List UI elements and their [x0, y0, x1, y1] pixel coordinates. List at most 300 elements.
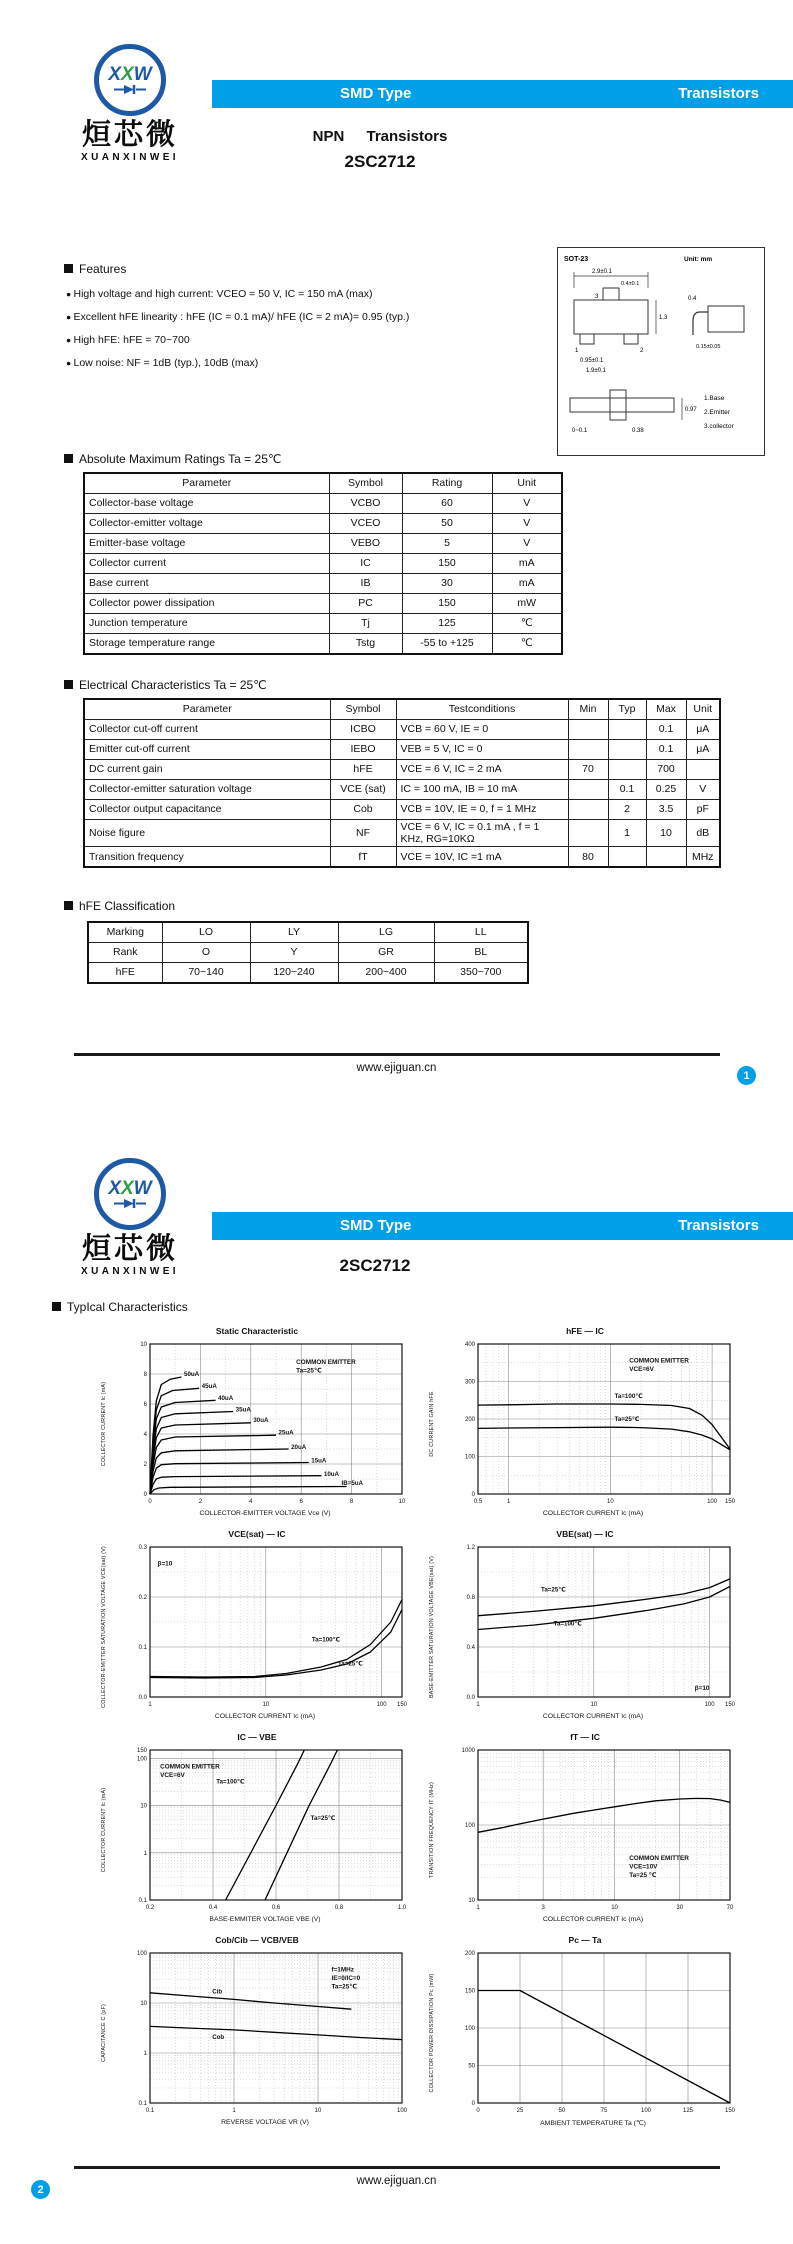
svg-text:200: 200 [464, 1951, 475, 1957]
column-header: Rating [402, 473, 492, 494]
svg-text:0.5: 0.5 [473, 1499, 483, 1505]
dim-lead: 0.4 [688, 296, 697, 302]
table-cell: 0.1 [608, 780, 646, 800]
table-cell: ℃ [492, 634, 562, 655]
pin-1: 1 [575, 348, 579, 354]
table-cell: hFE [88, 963, 162, 984]
chart-canvas [440, 1947, 746, 2119]
dim-standoff: 0~0.1 [572, 428, 588, 434]
chart-canvas [440, 1541, 746, 1713]
chart-y-axis-label-text: BASE-EMITTER SATURATION VOLTAGE VBE(sat) (V) [429, 1556, 435, 1698]
pin-legend-collector: 3.collector [704, 423, 734, 430]
table-cell [608, 740, 646, 760]
svg-text:4: 4 [249, 1499, 253, 1505]
svg-text:1.0: 1.0 [397, 1905, 407, 1911]
table-cell [608, 760, 646, 780]
package-type: SOT-23 [564, 256, 589, 263]
banner-transistors: Transistors [678, 1217, 759, 1234]
banner-page2 [212, 1212, 793, 1240]
column-header: Typ [608, 699, 646, 720]
table-cell: Storage temperature range [84, 634, 329, 655]
banner-smd-type: SMD Type [340, 1217, 412, 1234]
table-cell [568, 740, 608, 760]
table-cell: Collector current [84, 554, 329, 574]
table-cell: O [162, 943, 250, 963]
chart-title: Pc — Ta [568, 1935, 602, 1945]
chart-y-axis-label-text: TRANSITION FREQUENCY fT (MHz) [429, 1781, 435, 1879]
device-heading [190, 128, 570, 172]
table-cell: Tstg [329, 634, 402, 655]
table-row [84, 514, 562, 534]
table-cell: Collector-emitter saturation voltage [84, 780, 330, 800]
features-title [64, 262, 126, 276]
table-cell: VCE = 10V, IC =1 mA [396, 847, 568, 868]
dim-body-height: 1.3 [659, 315, 668, 321]
svg-text:0.1: 0.1 [145, 2108, 155, 2114]
table-cell: Collector cut-off current [84, 720, 330, 740]
hfe-title [64, 899, 175, 913]
banner-page1 [212, 80, 793, 108]
table-cell: Emitter cut-off current [84, 740, 330, 760]
series-Ta=25C [265, 1750, 337, 1900]
svg-text:0.8: 0.8 [334, 1905, 344, 1911]
svg-text:0.2: 0.2 [138, 1595, 147, 1601]
chart-body [96, 1338, 418, 1510]
svg-text:45uA: 45uA [201, 1383, 217, 1390]
table-row [84, 554, 562, 574]
footer-url: www.ejiguan.cn [356, 2175, 437, 2187]
svg-text:0.0: 0.0 [138, 1695, 147, 1701]
logo-circle-icon [94, 1158, 166, 1230]
table-cell: PC [329, 594, 402, 614]
chart-title: VBE(sat) — IC [556, 1529, 614, 1539]
table-row [84, 634, 562, 655]
table-cell: 30 [402, 574, 492, 594]
svg-text:100: 100 [707, 1499, 718, 1505]
series-Ta=100C [226, 1750, 305, 1900]
svg-text:0: 0 [143, 1492, 147, 1498]
chart-body [424, 1744, 746, 1916]
chart-canvas [112, 1947, 418, 2119]
table-cell: 0.1 [646, 720, 686, 740]
feature-item: ● High voltage and high current: VCEO = 50 V, IC = 150 mA (max) [66, 283, 409, 306]
chart-canvas [112, 1744, 418, 1916]
svg-text:Ta=25 ℃: Ta=25 ℃ [629, 1872, 657, 1879]
chart-y-axis-label [424, 1338, 440, 1510]
chart-x-axis-label: BASE-EMMITER VOLTAGE VBE (V) [209, 1916, 321, 1923]
column-header: Testconditions [396, 699, 568, 720]
logo-letter: X [121, 63, 134, 85]
chart-vbesat-ic [424, 1529, 746, 1720]
svg-text:IB=5uA: IB=5uA [341, 1479, 364, 1487]
hfe-classification-table [87, 921, 529, 984]
svg-text:COMMON EMITTER: COMMON EMITTER [296, 1359, 356, 1366]
svg-text:100: 100 [640, 2108, 652, 2114]
svg-text:50: 50 [558, 2108, 566, 2114]
features-list [66, 283, 409, 375]
table-cell: Marking [88, 922, 162, 943]
table-cell [608, 847, 646, 868]
pin-legend-emitter: 2.Emitter [704, 409, 731, 416]
amr-title-text: Absolute Maximum Ratings Ta = 25℃ [79, 452, 282, 466]
table-cell: -55 to +125 [402, 634, 492, 655]
company-name-en: XUANXINWEI [81, 152, 179, 163]
svg-text:6: 6 [143, 1402, 147, 1408]
chart-y-axis-label-text: COLLECTOR CURRENT Ic (mA) [101, 1381, 107, 1467]
table-cell: 2 [608, 800, 646, 820]
svg-text:COMMON EMITTER: COMMON EMITTER [160, 1763, 220, 1771]
table-cell: Collector-base voltage [84, 494, 329, 514]
table-cell: 10 [646, 820, 686, 847]
table-cell: 60 [402, 494, 492, 514]
table-cell: LL [434, 922, 528, 943]
part-number: 2SC2712 [339, 1256, 411, 1275]
svg-text:75: 75 [600, 2108, 608, 2114]
svg-text:0.2: 0.2 [145, 1905, 155, 1911]
table-cell: 350~700 [434, 963, 528, 984]
table-header-row [84, 699, 720, 720]
dim-foot: 0.38 [632, 428, 644, 434]
series-IB=5uA [150, 1487, 347, 1495]
chart-body [96, 1744, 418, 1916]
svg-text:Ta=100℃: Ta=100℃ [553, 1620, 582, 1628]
svg-text:100: 100 [464, 1823, 475, 1829]
column-header: Symbol [330, 699, 396, 720]
table-cell: Emitter-base voltage [84, 534, 329, 554]
chart-x-axis-label: COLLECTOR CURRENT Ic (mA) [214, 1713, 316, 1720]
series-IB=20uA [150, 1449, 289, 1494]
svg-text:0.3: 0.3 [138, 1545, 147, 1551]
table-cell: 70~140 [162, 963, 250, 984]
company-logo [55, 1158, 205, 1277]
svg-text:VCE=6V: VCE=6V [160, 1772, 185, 1779]
table-cell: VEBO [329, 534, 402, 554]
series-Ta=25C [478, 1579, 730, 1616]
section-marker [64, 680, 73, 689]
company-name-cn: 烜芯微 [81, 1233, 178, 1265]
svg-text:COMMON EMITTER: COMMON EMITTER [629, 1357, 689, 1365]
table-cell: 150 [402, 594, 492, 614]
table-cell: mA [492, 554, 562, 574]
series-Ta=25C [478, 1427, 730, 1450]
svg-text:β=10: β=10 [157, 1560, 173, 1568]
svg-text:0: 0 [476, 2108, 480, 2114]
table-cell: Collector-emitter voltage [84, 514, 329, 534]
dim-body-width: 2.9±0.1 [592, 269, 612, 275]
company-name-en: XUANXINWEI [81, 1266, 179, 1277]
table-cell: Noise figure [84, 820, 330, 847]
column-header: Parameter [84, 473, 329, 494]
svg-text:10: 10 [140, 2001, 147, 2007]
svg-text:1: 1 [506, 1499, 511, 1505]
page-number-badge: 2 [31, 2180, 50, 2199]
table-header-row [84, 473, 562, 494]
feature-item: ● Excellent hFE linearity : hFE (IC = 0.1 mA)/ hFE (IC = 2 mA)= 0.95 (typ.) [66, 306, 409, 329]
device-type: NPN Transistors [312, 128, 448, 145]
svg-text:1: 1 [143, 2051, 147, 2057]
table-cell: 0.1 [646, 740, 686, 760]
table-cell: μA [686, 740, 720, 760]
table-row [84, 720, 720, 740]
table-cell: Base current [84, 574, 329, 594]
svg-text:10: 10 [140, 1803, 147, 1810]
dim-pitch: 0.95±0.1 [580, 358, 604, 364]
chart-title: Static Characteristic [215, 1326, 299, 1336]
series-Ta=25C [150, 1610, 402, 1679]
svg-text:8: 8 [143, 1372, 147, 1378]
svg-text:2: 2 [143, 1462, 147, 1468]
chart-body [96, 1947, 418, 2119]
svg-text:Cob: Cob [212, 2033, 225, 2041]
table-cell: pF [686, 800, 720, 820]
svg-text:125: 125 [682, 2108, 694, 2114]
table-cell: 5 [402, 534, 492, 554]
svg-text:Ta=100℃: Ta=100℃ [216, 1778, 245, 1786]
banner-smd-type: SMD Type [340, 85, 412, 102]
table-cell [568, 800, 608, 820]
chart-y-axis-label [424, 1947, 440, 2119]
series-IB=35uA [150, 1412, 233, 1495]
svg-text:25: 25 [516, 2108, 524, 2114]
table-cell: 70 [568, 760, 608, 780]
chart-y-axis-label [96, 1541, 112, 1713]
chart-hfe-ic [424, 1326, 746, 1517]
table-cell: hFE [330, 760, 396, 780]
table-cell: DC current gain [84, 760, 330, 780]
logo-letter: X [108, 1177, 122, 1199]
svg-text:100: 100 [376, 1702, 387, 1708]
series-IB=40uA [150, 1400, 216, 1494]
chart-x-axis-label: COLLECTOR CURRENT Ic (mA) [542, 1510, 644, 1517]
svg-text:10uA: 10uA [323, 1470, 340, 1478]
table-row [84, 594, 562, 614]
series-Ta=100C [478, 1404, 730, 1449]
logo-letter: W [133, 1177, 152, 1199]
svg-text:25uA: 25uA [278, 1429, 294, 1437]
table-row [84, 760, 720, 780]
svg-text:10: 10 [398, 1499, 406, 1505]
chart-body [96, 1541, 418, 1713]
table-cell: Junction temperature [84, 614, 329, 634]
chart-x-axis-label: AMBIENT TEMPERATURE Ta (℃) [540, 2120, 646, 2127]
svg-text:35uA: 35uA [235, 1406, 251, 1414]
svg-text:150: 150 [724, 2108, 736, 2114]
chart-static-characteristic [96, 1326, 418, 1517]
svg-text:200: 200 [464, 1417, 475, 1423]
feature-item: ● High hFE: hFE = 70~700 [66, 329, 409, 352]
series-fT [478, 1798, 730, 1832]
svg-text:6: 6 [299, 1499, 303, 1505]
svg-text:VCE=6V: VCE=6V [629, 1366, 654, 1373]
absolute-maximum-ratings-table [83, 472, 563, 655]
svg-text:Cib: Cib [212, 1988, 223, 1996]
svg-text:Ta=25℃: Ta=25℃ [614, 1416, 640, 1423]
svg-text:150: 150 [724, 1499, 736, 1505]
svg-text:100: 100 [704, 1702, 715, 1708]
svg-text:Ta=25℃: Ta=25℃ [337, 1660, 363, 1668]
package-unit: Unit: mm [684, 256, 713, 263]
chart-y-axis-label-text: DC CURRENT GAIN hFE [429, 1391, 435, 1457]
typical-characteristics-text: TypIcal Characteristics [67, 1300, 188, 1314]
svg-text:10: 10 [140, 1342, 147, 1348]
svg-text:100: 100 [464, 1454, 475, 1461]
chart-title: hFE — IC [566, 1326, 604, 1336]
chart-canvas [112, 1338, 418, 1510]
column-header: Parameter [84, 699, 330, 720]
pin-legend-base: 1.Base [704, 395, 725, 402]
table-cell: NF [330, 820, 396, 847]
ec-title [64, 678, 267, 692]
section-marker [52, 1302, 61, 1311]
table-cell: Tj [329, 614, 402, 634]
svg-text:10: 10 [611, 1905, 618, 1911]
electrical-characteristics-table [83, 698, 721, 868]
chart-y-axis-label-text: COLLECTOR POWER DISSIPATION Pc (mW) [429, 1973, 435, 2093]
table-row [84, 494, 562, 514]
table-row [84, 847, 720, 868]
chart-title: VCE(sat) — IC [228, 1529, 286, 1539]
dim-tab: 0.4±0.1 [621, 281, 640, 287]
dim-lead-thickness: 0.15±0.05 [696, 344, 721, 350]
chart-x-axis-label: COLLECTOR CURRENT Ic (mA) [542, 1916, 644, 1923]
table-row [84, 800, 720, 820]
svg-text:0.8: 0.8 [466, 1595, 475, 1601]
table-cell [646, 847, 686, 868]
svg-text:Ta=100℃: Ta=100℃ [614, 1392, 643, 1400]
svg-text:70: 70 [726, 1905, 734, 1911]
chart-cob-cib [96, 1935, 418, 2126]
table-cell: 1 [608, 820, 646, 847]
table-cell: VCB = 60 V, IE = 0 [396, 720, 568, 740]
chart-y-axis-label [96, 1338, 112, 1510]
svg-text:0.6: 0.6 [271, 1905, 281, 1911]
table-row [84, 574, 562, 594]
svg-text:10: 10 [468, 1898, 475, 1904]
svg-text:Ta=25℃: Ta=25℃ [296, 1367, 322, 1375]
table-cell [608, 720, 646, 740]
table-cell: mA [492, 574, 562, 594]
table-cell: MHz [686, 847, 720, 868]
svg-text:10: 10 [590, 1702, 598, 1708]
series-IB=45uA [150, 1388, 199, 1494]
section-marker [64, 454, 73, 463]
table-cell: ICBO [330, 720, 396, 740]
chart-title: Cob/Cib — VCB/VEB [215, 1935, 299, 1945]
dim-span: 1.9±0.1 [586, 368, 606, 374]
package-outline-icon [558, 248, 762, 453]
table-cell: LY [250, 922, 338, 943]
table-row [84, 740, 720, 760]
table-cell: Transition frequency [84, 847, 330, 868]
svg-text:20uA: 20uA [291, 1443, 307, 1451]
svg-text:150: 150 [464, 1988, 475, 1995]
amr-title [64, 452, 281, 466]
features-title-text: Features [79, 262, 127, 276]
svg-text:VCE=10V: VCE=10V [629, 1863, 658, 1871]
svg-text:100: 100 [136, 1756, 147, 1763]
table-cell: fT [330, 847, 396, 868]
diode-icon [114, 1198, 146, 1209]
column-header: Symbol [329, 473, 402, 494]
chart-vcesat-ic [96, 1529, 418, 1720]
table-cell: LO [162, 922, 250, 943]
pin-2: 2 [640, 348, 644, 354]
table-cell: 150 [402, 554, 492, 574]
table-cell: mW [492, 594, 562, 614]
svg-text:Ta=25℃: Ta=25℃ [331, 1983, 358, 1991]
logo-letter: X [108, 63, 122, 85]
svg-text:100: 100 [464, 2026, 475, 2032]
svg-text:4: 4 [143, 1432, 147, 1438]
table-row [88, 922, 528, 943]
table-cell: LG [338, 922, 434, 943]
table-cell: 80 [568, 847, 608, 868]
table-cell: V [492, 514, 562, 534]
svg-text:0: 0 [471, 2101, 475, 2107]
svg-text:1: 1 [476, 1905, 480, 1911]
table-row [84, 614, 562, 634]
logo-monogram [108, 1177, 152, 1199]
ec-title-text: Electrical Characteristics Ta = 25℃ [79, 678, 267, 692]
svg-text:0.1: 0.1 [138, 2101, 147, 2107]
svg-text:IE=0/IC=0: IE=0/IC=0 [331, 1975, 361, 1982]
table-cell: ℃ [492, 614, 562, 634]
series-IB=50uA [150, 1377, 182, 1494]
chart-y-axis-label-text: COLLECTOR-EMITTER SATURATION VOLTAGE VCE(sat) (V) [101, 1546, 107, 1708]
column-header: Max [646, 699, 686, 720]
column-header: Min [568, 699, 608, 720]
svg-text:0.4: 0.4 [208, 1905, 218, 1911]
table-cell: IEBO [330, 740, 396, 760]
table-cell [568, 720, 608, 740]
svg-text:100: 100 [396, 2108, 408, 2114]
svg-text:0.0: 0.0 [466, 1695, 475, 1701]
table-cell: VEB = 5 V, IC = 0 [396, 740, 568, 760]
chart-y-axis-label [96, 1947, 112, 2119]
svg-text:3: 3 [541, 1905, 545, 1911]
table-cell: 3.5 [646, 800, 686, 820]
table-cell: Rank [88, 943, 162, 963]
svg-text:10: 10 [262, 1702, 270, 1708]
table-cell: VCB = 10V, IE = 0, f = 1 MHz [396, 800, 568, 820]
series-Pc [478, 1991, 730, 2104]
footer-rule [74, 2166, 720, 2169]
chart-x-axis-label: COLLECTOR-EMITTER VOLTAGE Vce (V) [199, 1510, 331, 1517]
table-cell: VCBO [329, 494, 402, 514]
table-cell: Cob [330, 800, 396, 820]
table-cell: GR [338, 943, 434, 963]
table-cell: 0.25 [646, 780, 686, 800]
table-cell: 700 [646, 760, 686, 780]
svg-text:β=10: β=10 [694, 1685, 710, 1692]
svg-text:0: 0 [148, 1499, 152, 1505]
chart-title: fT — IC [570, 1732, 600, 1742]
series-IB=30uA [150, 1423, 251, 1494]
company-logo [55, 44, 205, 163]
svg-text:1.2: 1.2 [466, 1545, 475, 1551]
table-cell: 200~400 [338, 963, 434, 984]
table-row [84, 780, 720, 800]
series-IB=10uA [150, 1476, 321, 1494]
chart-ft-ic [424, 1732, 746, 1923]
chart-canvas [440, 1338, 746, 1510]
footer-rule [74, 1053, 720, 1056]
svg-text:10: 10 [314, 2108, 322, 2114]
table-cell [568, 820, 608, 847]
section-marker [64, 264, 73, 273]
chart-y-axis-label-text: COLLECTOR CURRENT Ic (mA) [101, 1787, 107, 1873]
banner-transistors: Transistors [678, 85, 759, 102]
